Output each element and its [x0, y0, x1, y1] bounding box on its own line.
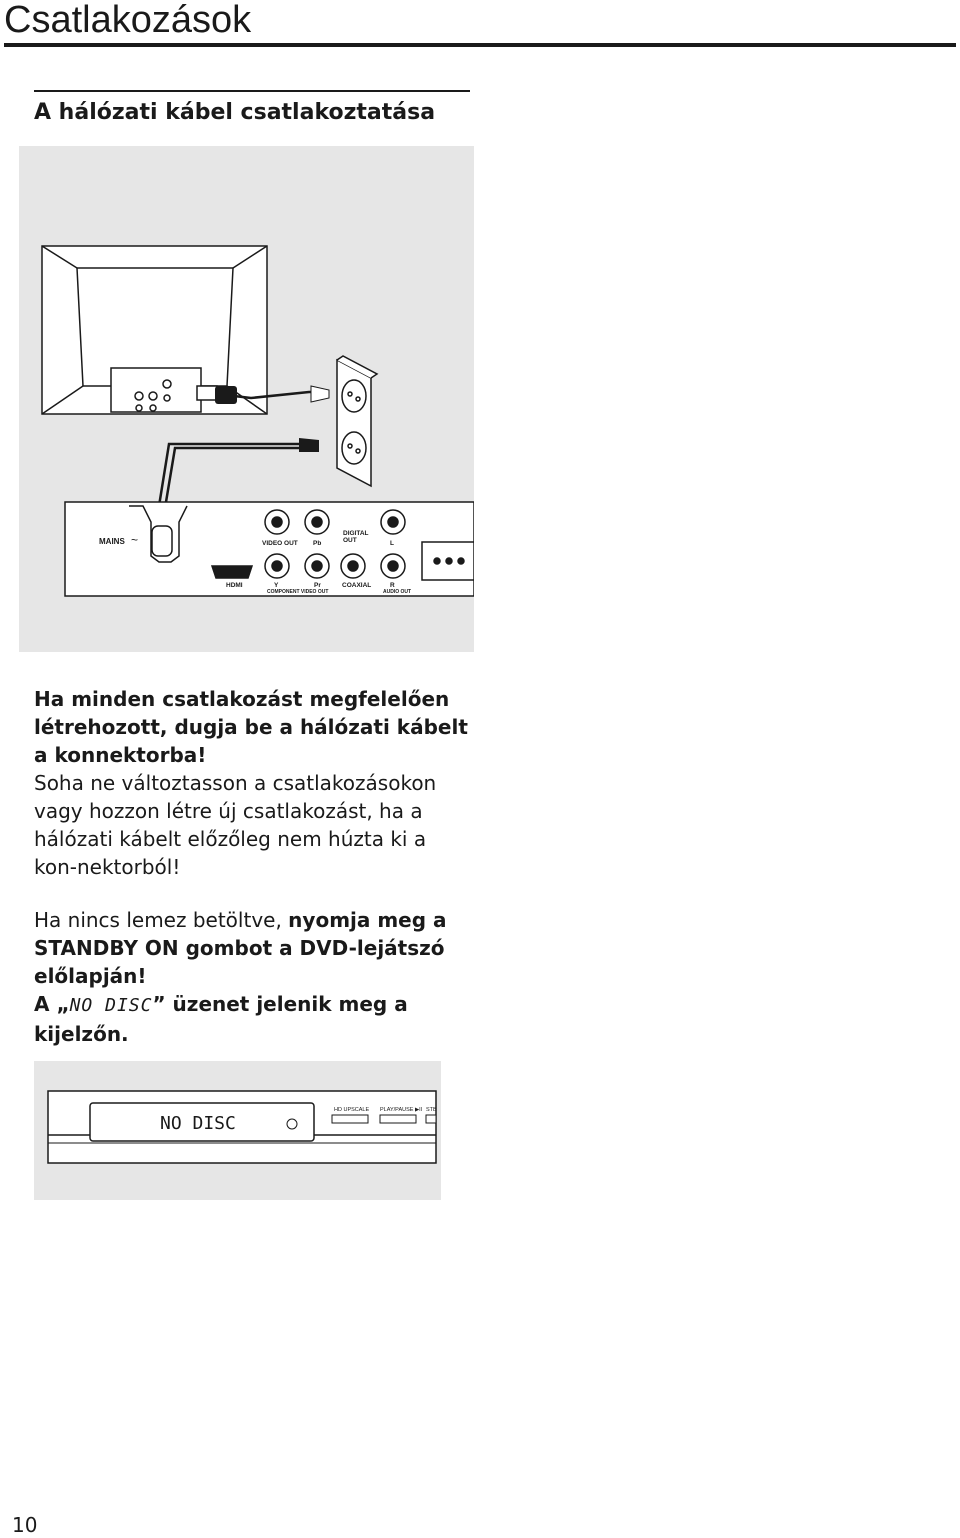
front-panel-illustration [34, 1061, 441, 1200]
message-display-text: NO DISC [69, 995, 153, 1016]
section-title: A hálózati kábel csatlakoztatása [34, 100, 436, 125]
digital-label: DIGITAL [343, 530, 369, 537]
svg-text:~: ~ [131, 533, 139, 547]
instruction-bold: Ha minden csatlakozást megfelelően létrehozott, dugja be a hálózati kábelt a konnektorba! [34, 687, 468, 767]
front-panel-diagram [34, 1061, 441, 1200]
section-rule [34, 90, 470, 92]
out-label: OUT [343, 537, 357, 544]
dvd-rear-panel [65, 502, 474, 596]
hd-upscale-label: HD UPSCALE [334, 1107, 370, 1113]
message-suffix: ” üzenet jelenik meg a kijelzőn. [34, 992, 408, 1046]
wall-socket-illustration [337, 356, 377, 486]
l-label: L [390, 540, 394, 547]
title-rule [4, 43, 956, 47]
standby-button [426, 1115, 436, 1123]
standby-text-normal: Ha nincs lemez betöltve, [34, 908, 289, 932]
hdmi-label: HDMI [226, 582, 243, 589]
pr-label: Pr [314, 582, 321, 589]
connection-illustration [19, 146, 474, 652]
warning-text: Soha ne változtasson a csatlakozásokon vagy hozzon létre új csatlakozást, ha a hálózati kábelt előzőleg nem húzta ki a kon-nektorból! [34, 771, 437, 879]
lcd-display-text: NO DISC [160, 1113, 236, 1134]
hd-upscale-button [332, 1115, 368, 1123]
standby-text-bold: nyomja meg a STANDBY ON gombot a DVD-lejátszó előlapján! [34, 908, 447, 988]
pb-label: Pb [313, 540, 322, 547]
standby-instruction [34, 906, 474, 1048]
audio-out-label: AUDIO OUT [383, 589, 412, 595]
mains-label: MAINS [99, 537, 125, 546]
r-label: R [390, 582, 395, 589]
standby-label: STB [426, 1107, 437, 1113]
play-pause-button [380, 1115, 416, 1123]
component-video-out-label: COMPONENT VIDEO OUT [267, 589, 329, 595]
message-prefix: A „ [34, 992, 70, 1016]
play-pause-label: PLAY/PAUSE ▶II [380, 1107, 423, 1113]
page-number: 10 [12, 1513, 38, 1537]
page-title: Csatlakozások [4, 0, 252, 41]
video-out-label: VIDEO OUT [262, 540, 298, 547]
connection-diagram [19, 146, 474, 652]
coaxial-label: COAXIAL [342, 582, 372, 589]
y-label: Y [274, 582, 279, 589]
